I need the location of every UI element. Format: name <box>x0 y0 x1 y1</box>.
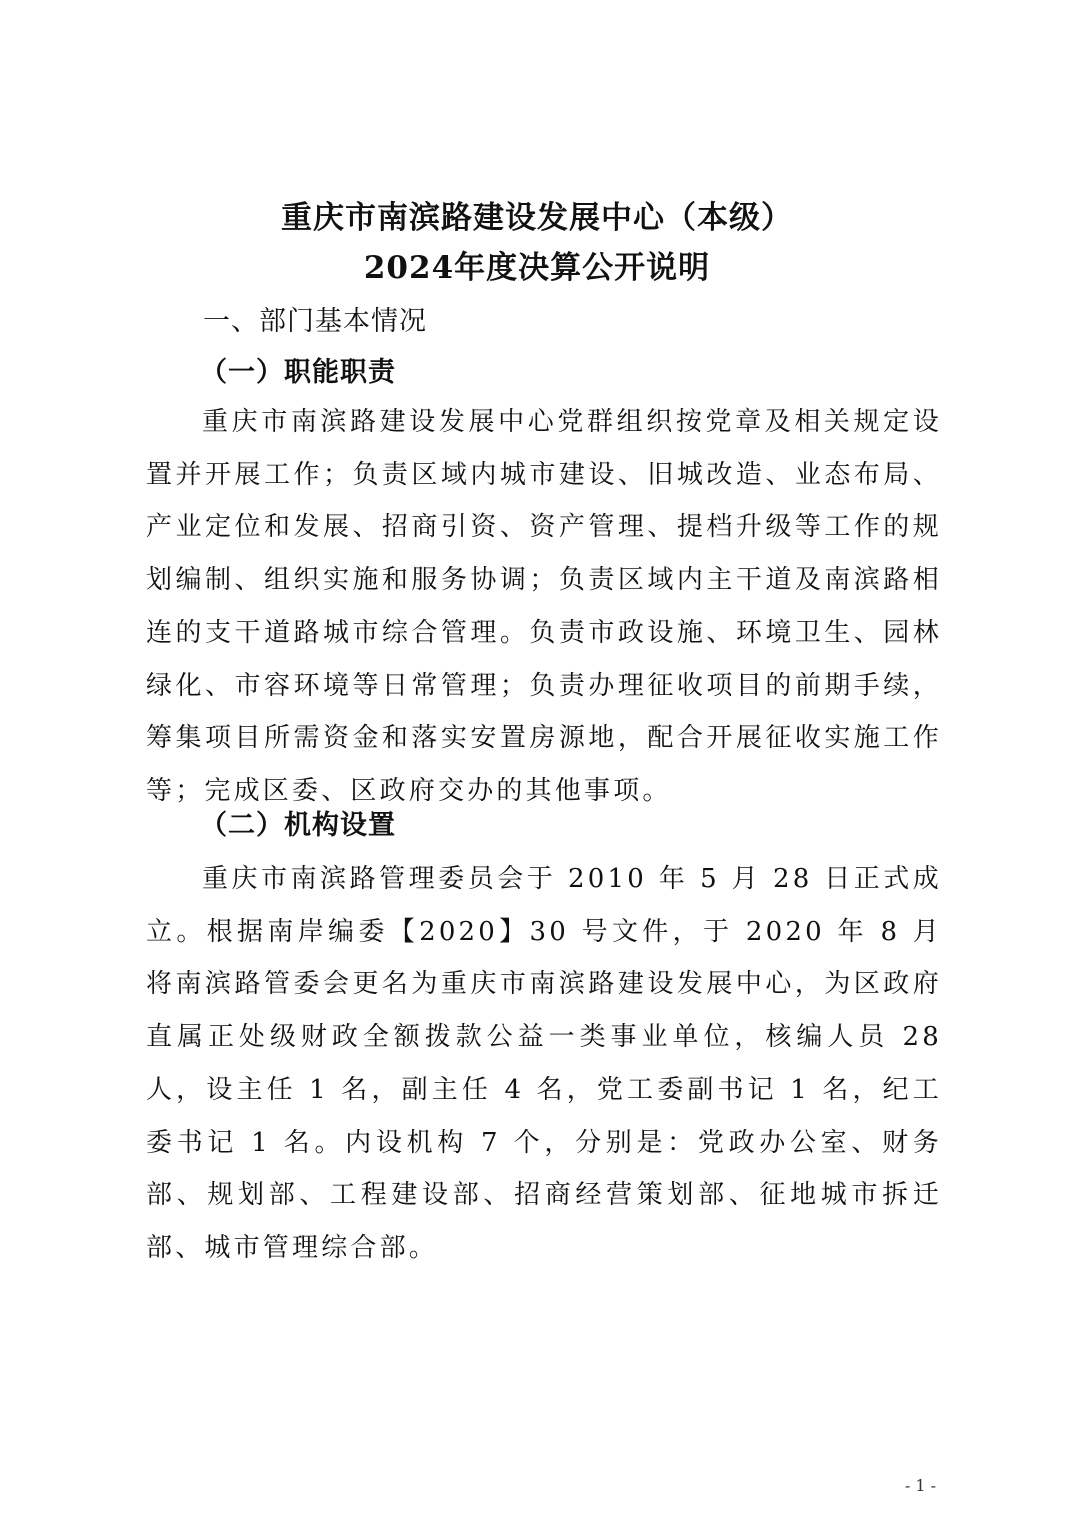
subheading-organization: （二）机构设置 <box>200 810 396 841</box>
paragraph-organization: 重庆市南滨路管理委员会于 2010 年 5 月 28 日正式成立。根据南岸编委【2020】30 号文件，于 2020 年 8 月将南滨路管委会更名为重庆市南滨路建设发展中心，为区政府直属正处级财政全额拨款公益一类事业单位，核编人员 28 人，设主任 1 名，副主任 4 名，党工委副书记 1 名，纪工委书记 1 名。内设机构 7 个，分别是：党政办公室、财务部、规划部、工程建设部、招商经营策划部、征地城市拆迁部、城市管理综合部。 <box>146 864 942 1263</box>
section-heading-basic-info: 一、部门基本情况 <box>203 306 427 337</box>
document-title-line1: 重庆市南滨路建设发展中心（本级） <box>281 200 793 236</box>
subheading-functions: （一）职能职责 <box>200 357 396 388</box>
paragraph-functions: 重庆市南滨路建设发展中心党群组织按党章及相关规定设置并开展工作；负责区域内城市建设、旧城改造、业态布局、产业定位和发展、招商引资、资产管理、提档升级等工作的规划编制、组织实施和服务协调；负责区域内主干道及南滨路相连的支干道路城市综合管理。负责市政设施、环境卫生、园林绿化、市容环境等日常管理；负责办理征收项目的前期手续，筹集项目所需资金和落实安置房源地，配合开展征收实施工作等；完成区委、区政府交办的其他事项。 <box>146 407 942 806</box>
page-number: - 1 - <box>904 1476 936 1495</box>
document-title-line2: 2024年度决算公开说明 <box>363 250 711 286</box>
